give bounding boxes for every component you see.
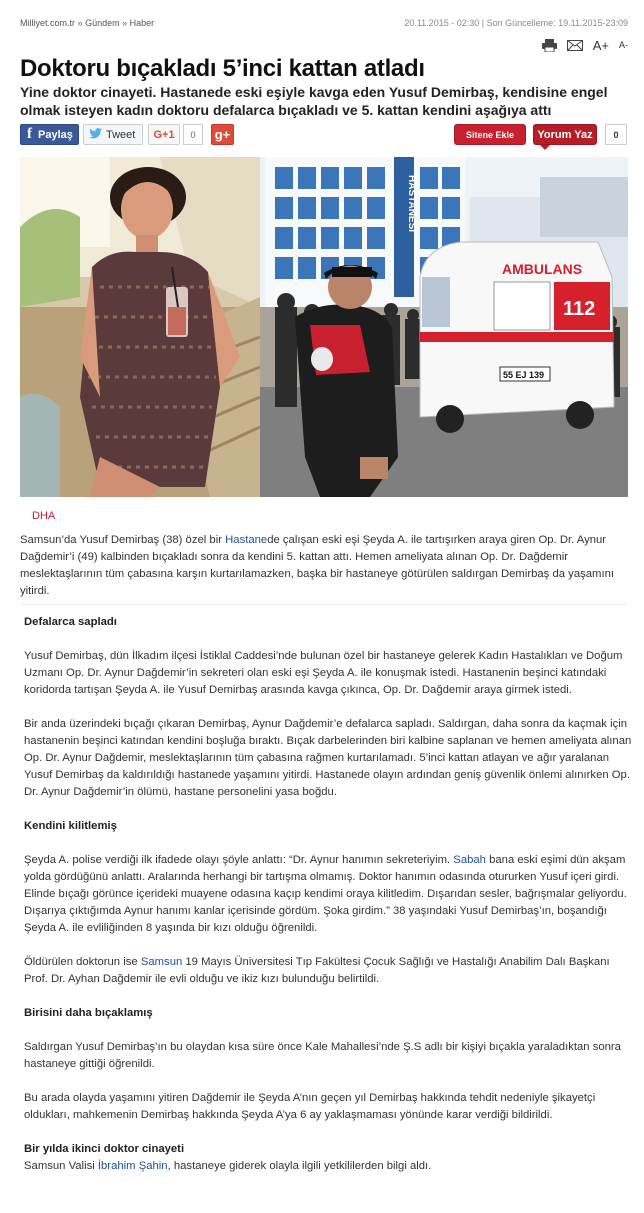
comment-count: 0 (605, 124, 627, 145)
font-decrease-button[interactable]: A- (619, 40, 628, 50)
hospital-sign: HASTANESİ (406, 175, 417, 233)
hospital-scene-image (260, 157, 628, 497)
article-headline: Doktoru bıçakladı 5’inci kattan atladı (20, 55, 425, 82)
facebook-share-button[interactable] (20, 124, 79, 145)
article-intro (20, 532, 630, 600)
section-heading: Birisini daha bıçaklamış (24, 1007, 153, 1019)
email-icon[interactable] (567, 40, 583, 51)
comment-bubble-tail (540, 145, 550, 150)
ambulance-label: AMBULANS (502, 261, 583, 277)
paragraph: Yusuf Demirbaş, dün İlkadım ilçesi İstiklal Caddesi’nde bulunan özel bir hastaneye gelerek Kadın Hastalıkları ve Doğum Uzmanı Op. Dr. Aynur Dağdemir’in sekreteri olan eski eşi Şeyda A. ile konuşmak istedi. Hastanenin beşinci katındaki koridorda tartışan Şeyda A. ile Yusuf Demirbaş arasında kavga çıkınca, Op. Dr. Dağdemir araya girmek istedi. (24, 650, 623, 696)
facebook-share-label: Paylaş (38, 128, 73, 141)
twitter-icon (89, 128, 102, 142)
paragraph-text: bana eski eşimi dün akşam yolda gördüğünü anlattı. Aralarında herhangi bir tartışma olmamış. Doktor hanımın odasında otururken Yusuf içeri girdi. Elinde bıçağı görünce içerideki muayene odasına kaçıp kendimi oraya kilitledim. Dışarıdan sesler, bağrışmalar geliyordu. Dışarıya çıktığımda Aynur hanımı kanlar içerisinde gördüm. Şoka girdim.” 38 yaşındaki Yusuf Demirbaş’ın, boşandığı Şeyda A. ile evliliğinden 8 yaşında bir kızı olduğu öğrenildi. (24, 854, 627, 934)
paragraph: Bu arada olayda yaşamını yitiren Dağdemir ile Şeyda A’nın geçen yıl Demirbaş hakkında tehdit nedeniyle şikayetçi oldukları, mahkemenin Demirbaş hakkında Şeyda A’ya 6 ay yaklaşmaması yönünde karar verdiği bildirildi. (24, 1092, 596, 1121)
breadcrumb-separator: » (77, 18, 83, 28)
paragraph-text: , hastaneye giderek olayla ilgili yetkililerden bilgi aldı. (167, 1160, 432, 1172)
breadcrumb-separator: » (122, 18, 128, 28)
tweet-label: Tweet (106, 128, 136, 141)
paragraph-text: Samsun Valisi (24, 1160, 98, 1172)
ambulance-number: 112 (563, 298, 596, 320)
doctor-portrait-image (20, 157, 260, 497)
breadcrumb (20, 18, 154, 28)
section-heading: Bir yılda ikinci doktor cinayeti (24, 1143, 185, 1155)
add-to-site-button[interactable]: Sitene Ekle (454, 124, 526, 145)
print-icon[interactable] (542, 39, 557, 52)
breadcrumb-haber-link[interactable]: Haber (129, 18, 155, 28)
intro-text-2: de çalışan eski eşi Şeyda A. ile tartışırken araya giren Op. Dr. Aynur Dağdemir’i (49) kalbinden bıçakladı sonra da kendini 5. kattan attı. Hemen ameliyata alınan Op. Dr. Dağdemir meslektaşlarının tüm çabasına karşın kurtarılamazken, başka bir hastaneye götürülen saldırgan Demirbaş da yaşamını yitirdi. (20, 534, 615, 597)
breadcrumb-gundem-link[interactable]: Gündem (85, 18, 120, 28)
breadcrumb-site-link[interactable]: Milliyet.com.tr (20, 18, 76, 28)
paragraph (24, 1158, 634, 1175)
samsun-link[interactable]: Samsun (140, 956, 183, 968)
paragraph (24, 954, 634, 988)
google-plus-one-count: 0 (183, 124, 203, 145)
article-tools (542, 38, 628, 52)
google-plus-one-button[interactable] (148, 124, 180, 145)
font-increase-button[interactable]: A+ (592, 37, 609, 53)
divider (20, 604, 628, 605)
publish-dates: 20.11.2015 - 02:30 | Son Güncelleme: 19.11.2015-23:09 (404, 18, 628, 28)
article-body (24, 614, 634, 1175)
sabah-link[interactable]: Sabah (453, 854, 486, 866)
ambulance (420, 242, 614, 433)
tweet-button[interactable] (83, 124, 143, 145)
google-plus-one-label: G+1 (153, 128, 175, 141)
hastane-link[interactable]: Hastane (225, 534, 268, 546)
section-heading: Kendini kilitlemiş (24, 820, 117, 832)
facebook-icon: f (27, 126, 32, 142)
paragraph: Saldırgan Yusuf Demirbaş’ın bu olaydan kısa süre önce Kale Mahallesi’nde Ş.S adlı bir kişiyi bıçakla yaraladıktan sonra hastaneye gittiği öğrenildi. (24, 1041, 621, 1070)
google-plus-share-button[interactable]: g+ (211, 124, 234, 145)
ibrahim-sahin-link[interactable]: İbrahim Şahin (97, 1160, 168, 1172)
photo-source: DHA (32, 510, 56, 522)
paragraph-text: 19 Mayıs Üniversitesi Tıp Fakültesi Çocuk Sağlığı ve Hastalığı Anabilim Dalı Başkanı Prof. Dr. Ayhan Dağdemir ile evli olduğu ve ikiz kızı bulunduğu belirtildi. (24, 956, 610, 985)
write-comment-button[interactable]: Yorum Yaz (533, 124, 597, 145)
social-bar (20, 124, 628, 145)
paragraph: Bir anda üzerindeki bıçağı çıkaran Demirbaş, Aynur Dağdemir’e defalarca sapladı. Saldırgan, daha sonra da kaçmak için hastanenin beşinci katından kendini boşluğa bıraktı. Bıçak darbelerinden biri kalbine saplanan ve hemen ameliyata alınan Op. Dr. Aynur Dağdemir, meslektaşlarının tüm çabasına rağmen kurtarılamadı. 5’inci kattan atlayan ve ağır yaralanan Yusuf Demirbaş da kaldırıldığı hastanede yaşamını yitirdi. Hastanede olayın ardından geniş güvenlik önlemi alınırken Op. Dr. Aynur Dağdemir’in ölümü, hastane personelini yasa boğdu. (24, 718, 632, 798)
article-spot: Yine doktor cinayeti. Hastanede eski eşiyle kavga eden Yusuf Demirbaş, kendisine engel olmak isteyen kadın doktoru defalarca bıçakladı ve 5. kattan kendini aşağıya attı (20, 84, 608, 118)
intro-text-1: Samsun’da Yusuf Demirbaş (38) özel bir (20, 534, 226, 546)
paragraph-text: Şeyda A. polise verdiği ilk ifadede olayı şöyle anlattı: “Dr. Aynur hanımın sekreteriyim. (24, 854, 454, 866)
article-photo (20, 157, 628, 497)
paragraph-text: Öldürülen doktorun ise (24, 956, 141, 968)
paragraph (24, 852, 634, 937)
section-heading: Defalarca sapladı (24, 616, 117, 628)
license-plate: 55 EJ 139 (503, 370, 545, 380)
top-bar (20, 18, 628, 32)
